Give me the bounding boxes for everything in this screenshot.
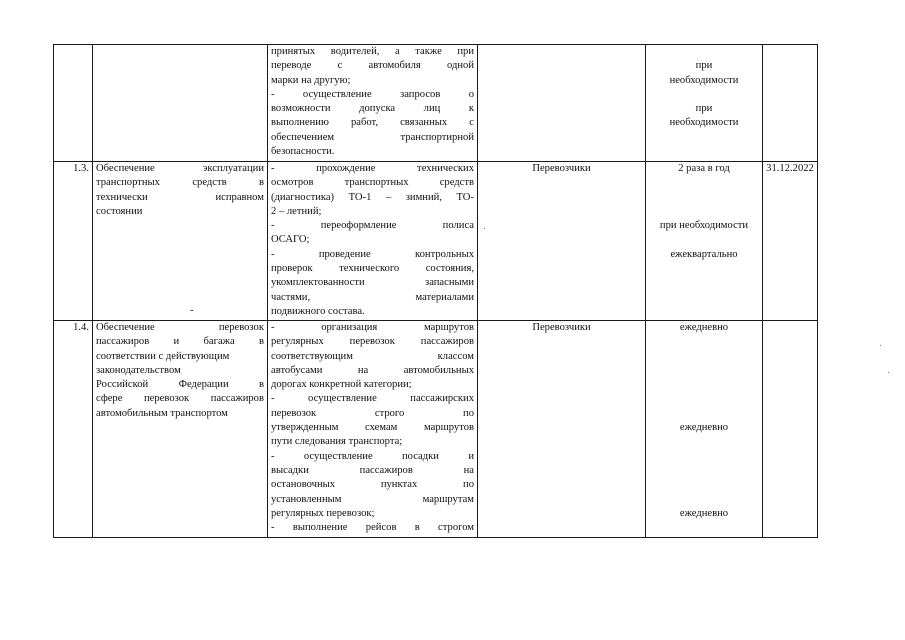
- table-body: [54, 45, 818, 538]
- area-text-line: Обеспечение перевозок: [96, 322, 264, 333]
- frequency-text: ежедневно: [679, 322, 729, 333]
- table-row: [54, 321, 818, 538]
- item-number-cell: [54, 45, 93, 162]
- area-text-line: пассажиров и багажа в: [96, 336, 264, 348]
- frequency-text: [649, 435, 759, 449]
- area-text-line: состоянии: [96, 205, 143, 217]
- measure-text-line: обеспечением транспортирной: [271, 131, 474, 143]
- deadline-cell: [763, 45, 818, 162]
- frequency-text: [649, 464, 759, 478]
- frequency-cell: [646, 45, 763, 162]
- frequency-text: ежедневно: [679, 422, 729, 434]
- executor-cell: [478, 321, 646, 538]
- frequency-text: ежедневно: [679, 507, 729, 519]
- measures-cell: [268, 45, 478, 162]
- frequency-text: [649, 392, 759, 406]
- frequency-cell: [646, 321, 763, 538]
- measure-text-line: переводе с автомобиля одной: [271, 60, 474, 72]
- deadline-text: 31.12.2022: [766, 163, 814, 174]
- measure-text-line: (диагностика) ТО-1 – зимний, ТО-: [271, 191, 474, 203]
- area-text-line: Российской Федерации в: [96, 379, 264, 391]
- frequency-text: при: [695, 103, 713, 115]
- frequency-text: [649, 191, 759, 205]
- executor-cell: [478, 162, 646, 321]
- measure-text-line: - переоформление полиса: [271, 220, 474, 232]
- area-text-line: автомобильным транспортом: [96, 407, 228, 419]
- frequency-text: [649, 364, 759, 378]
- frequency-text: [649, 45, 759, 59]
- measure-text-line: дорогах конкретной категории;: [271, 379, 412, 391]
- frequency-text: 2 раза в год: [678, 163, 730, 174]
- measure-text-line: высадки пассажиров на: [271, 464, 474, 476]
- measure-text-line: укомплектованности запасными: [271, 277, 474, 289]
- measures-cell: [268, 321, 478, 538]
- measure-text-line: - прохождение технических: [271, 163, 474, 174]
- frequency-text: [649, 407, 759, 421]
- measure-text-line: утвержденным схемам маршрутов: [271, 422, 474, 434]
- measure-text-line: осмотров транспортных средств: [271, 177, 474, 189]
- frequency-text: ежеквартально: [670, 248, 738, 260]
- frequency-text: [649, 176, 759, 190]
- frequency-text: [649, 233, 759, 247]
- measure-text-line: частями, материалами: [271, 291, 474, 303]
- measure-text-line: - выполнение рейсов в строгом: [271, 522, 474, 534]
- executor-cell: [478, 45, 646, 162]
- area-text-line: Обеспечение эксплуатации: [96, 163, 264, 174]
- area-text-line: законодательством: [96, 364, 181, 376]
- executor-text: Перевозчики: [532, 163, 591, 174]
- measure-text-line: 2 – летний;: [271, 205, 322, 217]
- measure-text-line: автобусами на автомобильных: [271, 364, 474, 376]
- frequency-text: необходимости: [669, 74, 739, 86]
- frequency-text: [649, 88, 759, 102]
- area-text-line: сфере перевозок пассажиров: [96, 393, 264, 405]
- item-number-cell: [54, 162, 93, 321]
- frequency-text: [649, 450, 759, 464]
- measure-text-line: подвижного состава.: [271, 305, 365, 317]
- measure-text-line: - организация маршрутов: [271, 322, 474, 333]
- scan-speck: [484, 228, 485, 229]
- measure-text-line: - осуществление посадки и: [271, 450, 474, 462]
- measure-text-line: принятых водителей, а также при: [271, 46, 474, 57]
- measure-text-line: пути следования транспорта;: [271, 436, 403, 448]
- measure-text-line: безопасности.: [271, 146, 335, 158]
- frequency-text: необходимости: [669, 117, 739, 129]
- activity-area-cell: [93, 45, 268, 162]
- measure-text-line: возможности допуска лиц к: [271, 103, 474, 115]
- measure-text-line: выполнению работ, связанных с: [271, 117, 474, 129]
- deadline-cell: [763, 321, 818, 538]
- measure-text-line: проверок технического состояния,: [271, 263, 474, 275]
- item-number: 1.4.: [73, 322, 89, 333]
- scan-speck: [880, 345, 881, 346]
- frequency-text: [649, 378, 759, 392]
- measures-table: [53, 44, 818, 538]
- frequency-cell: [646, 162, 763, 321]
- measure-text-line: - осуществление пассажирских: [271, 393, 474, 405]
- item-number-cell: [54, 321, 93, 538]
- activity-area-cell: [93, 162, 268, 321]
- frequency-text: [649, 493, 759, 507]
- frequency-text: при необходимости: [659, 220, 749, 232]
- measure-text-line: соответствующим классом: [271, 350, 474, 362]
- measure-text-line: остановочных пунктах по: [271, 479, 474, 491]
- item-number: 1.3.: [73, 163, 89, 174]
- measure-text-line: ОСАГО;: [271, 234, 310, 246]
- frequency-text: [649, 478, 759, 492]
- measure-text-line: - осуществление запросов о: [271, 88, 474, 100]
- measure-text-line: регулярных перевозок пассажиров: [271, 336, 474, 348]
- measure-text-line: установленным маршрутам: [271, 493, 474, 505]
- frequency-text: [649, 350, 759, 364]
- area-text-line: соответствии с действующим: [96, 350, 230, 362]
- deadline-cell: [763, 162, 818, 321]
- area-mark: -: [190, 304, 194, 316]
- frequency-text: при: [695, 60, 713, 72]
- table-row: [54, 45, 818, 162]
- frequency-text: [649, 335, 759, 349]
- measure-text-line: марки на другую;: [271, 74, 351, 86]
- measure-text-line: регулярных перевозок;: [271, 507, 375, 519]
- frequency-text: [649, 205, 759, 219]
- table-row: [54, 162, 818, 321]
- area-text-line: технически исправном: [96, 191, 264, 203]
- measure-text-line: перевозок строго по: [271, 407, 474, 419]
- executor-text: Перевозчики: [532, 322, 591, 333]
- scan-speck: [888, 372, 889, 373]
- measures-cell: [268, 162, 478, 321]
- measure-text-line: - проведение контрольных: [271, 248, 474, 260]
- area-text-line: транспортных средств в: [96, 177, 264, 189]
- activity-area-cell: [93, 321, 268, 538]
